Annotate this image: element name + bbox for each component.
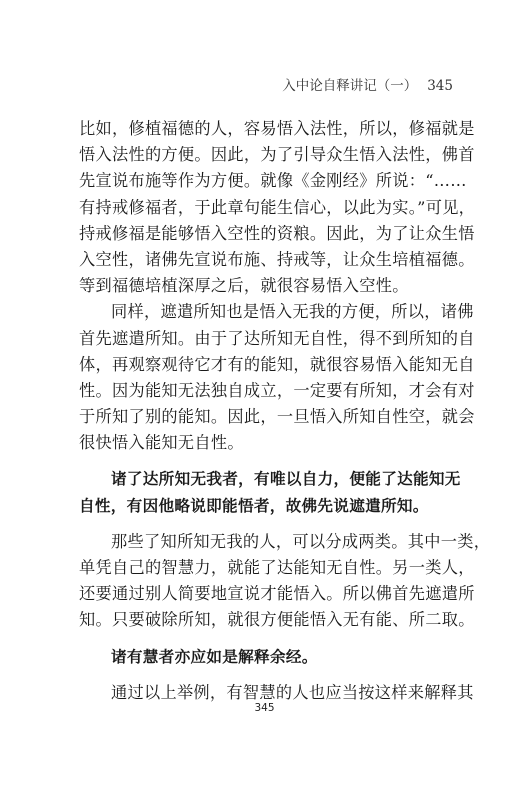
text-line: 先宣说布施等作为方便。就像《金刚经》所说：“…… (79, 171, 467, 191)
text-line: 那些了知所知无我的人，可以分成两类。其中一类， (111, 531, 491, 551)
page-body (79, 116, 491, 706)
text-line: 单凭自己的智慧力，就能了达能知无自性。另一类人， (79, 558, 475, 577)
text-line: 有持戒修福者，于此章句能生信心，以此为实。”可见， (79, 197, 476, 217)
footer-page-number: 345 (254, 702, 275, 714)
text-line: 还要通过别人简要地宣说才能悟入。所以佛首先遮遣所 (79, 584, 475, 604)
root-text-1 (79, 466, 461, 518)
root-text-line: 自性，有因他略说即能悟者，故佛先说遮遣所知。 (79, 496, 429, 515)
text-line: 于所知了别的能知。因此，一旦悟入所知自性空，就会 (79, 407, 475, 427)
header-title: 入中论自释讲记（一） (282, 78, 418, 94)
paragraph-2 (79, 299, 475, 456)
text-line: 等到福德培植深厚之后，就很容易悟入空性。 (79, 276, 409, 296)
header-page-number: 345 (427, 78, 453, 94)
paragraph-3 (79, 529, 491, 634)
root-text-line: 诸了达所知无我者，有唯以自力，便能了达能知无 (111, 470, 461, 489)
text-line: 同样，遮遣所知也是悟入无我的方便，所以，诸佛 (111, 302, 474, 322)
text-line: 首先遮遣所知。由于了达所知无自性，得不到所知的自 (79, 328, 475, 348)
text-line: 比如，修植福德的人，容易悟入法性，所以，修福就是 (79, 119, 475, 138)
root-text-2 (79, 644, 453, 670)
text-line: 通过以上举例，有智慧的人也应当按这样来解释其 (111, 682, 474, 702)
running-header (282, 74, 453, 94)
text-line: 体，再观察观待它才有的能知，就很容易悟入能知无自 (79, 354, 475, 374)
text-line: 入空性，诸佛先宣说布施、持戒等，让众生培植福德。 (79, 249, 475, 269)
text-line: 很快悟入能知无自性。 (79, 433, 244, 453)
text-line: 知。只要破除所知，就很方便能悟入无有能、所二取。 (79, 610, 475, 630)
text-line: 悟入法性的方便。因此，为了引导众生悟入法性，佛首 (79, 145, 475, 165)
root-text-line: 诸有慧者亦应如是解释余经。 (111, 647, 318, 666)
text-line: 持戒修福是能够悟入空性的资粮。因此，为了让众生悟 (79, 223, 475, 243)
text-line: 性。因为能知无法独自成立，一定要有所知，才会有对 (79, 380, 475, 400)
paragraph-1 (79, 116, 476, 299)
